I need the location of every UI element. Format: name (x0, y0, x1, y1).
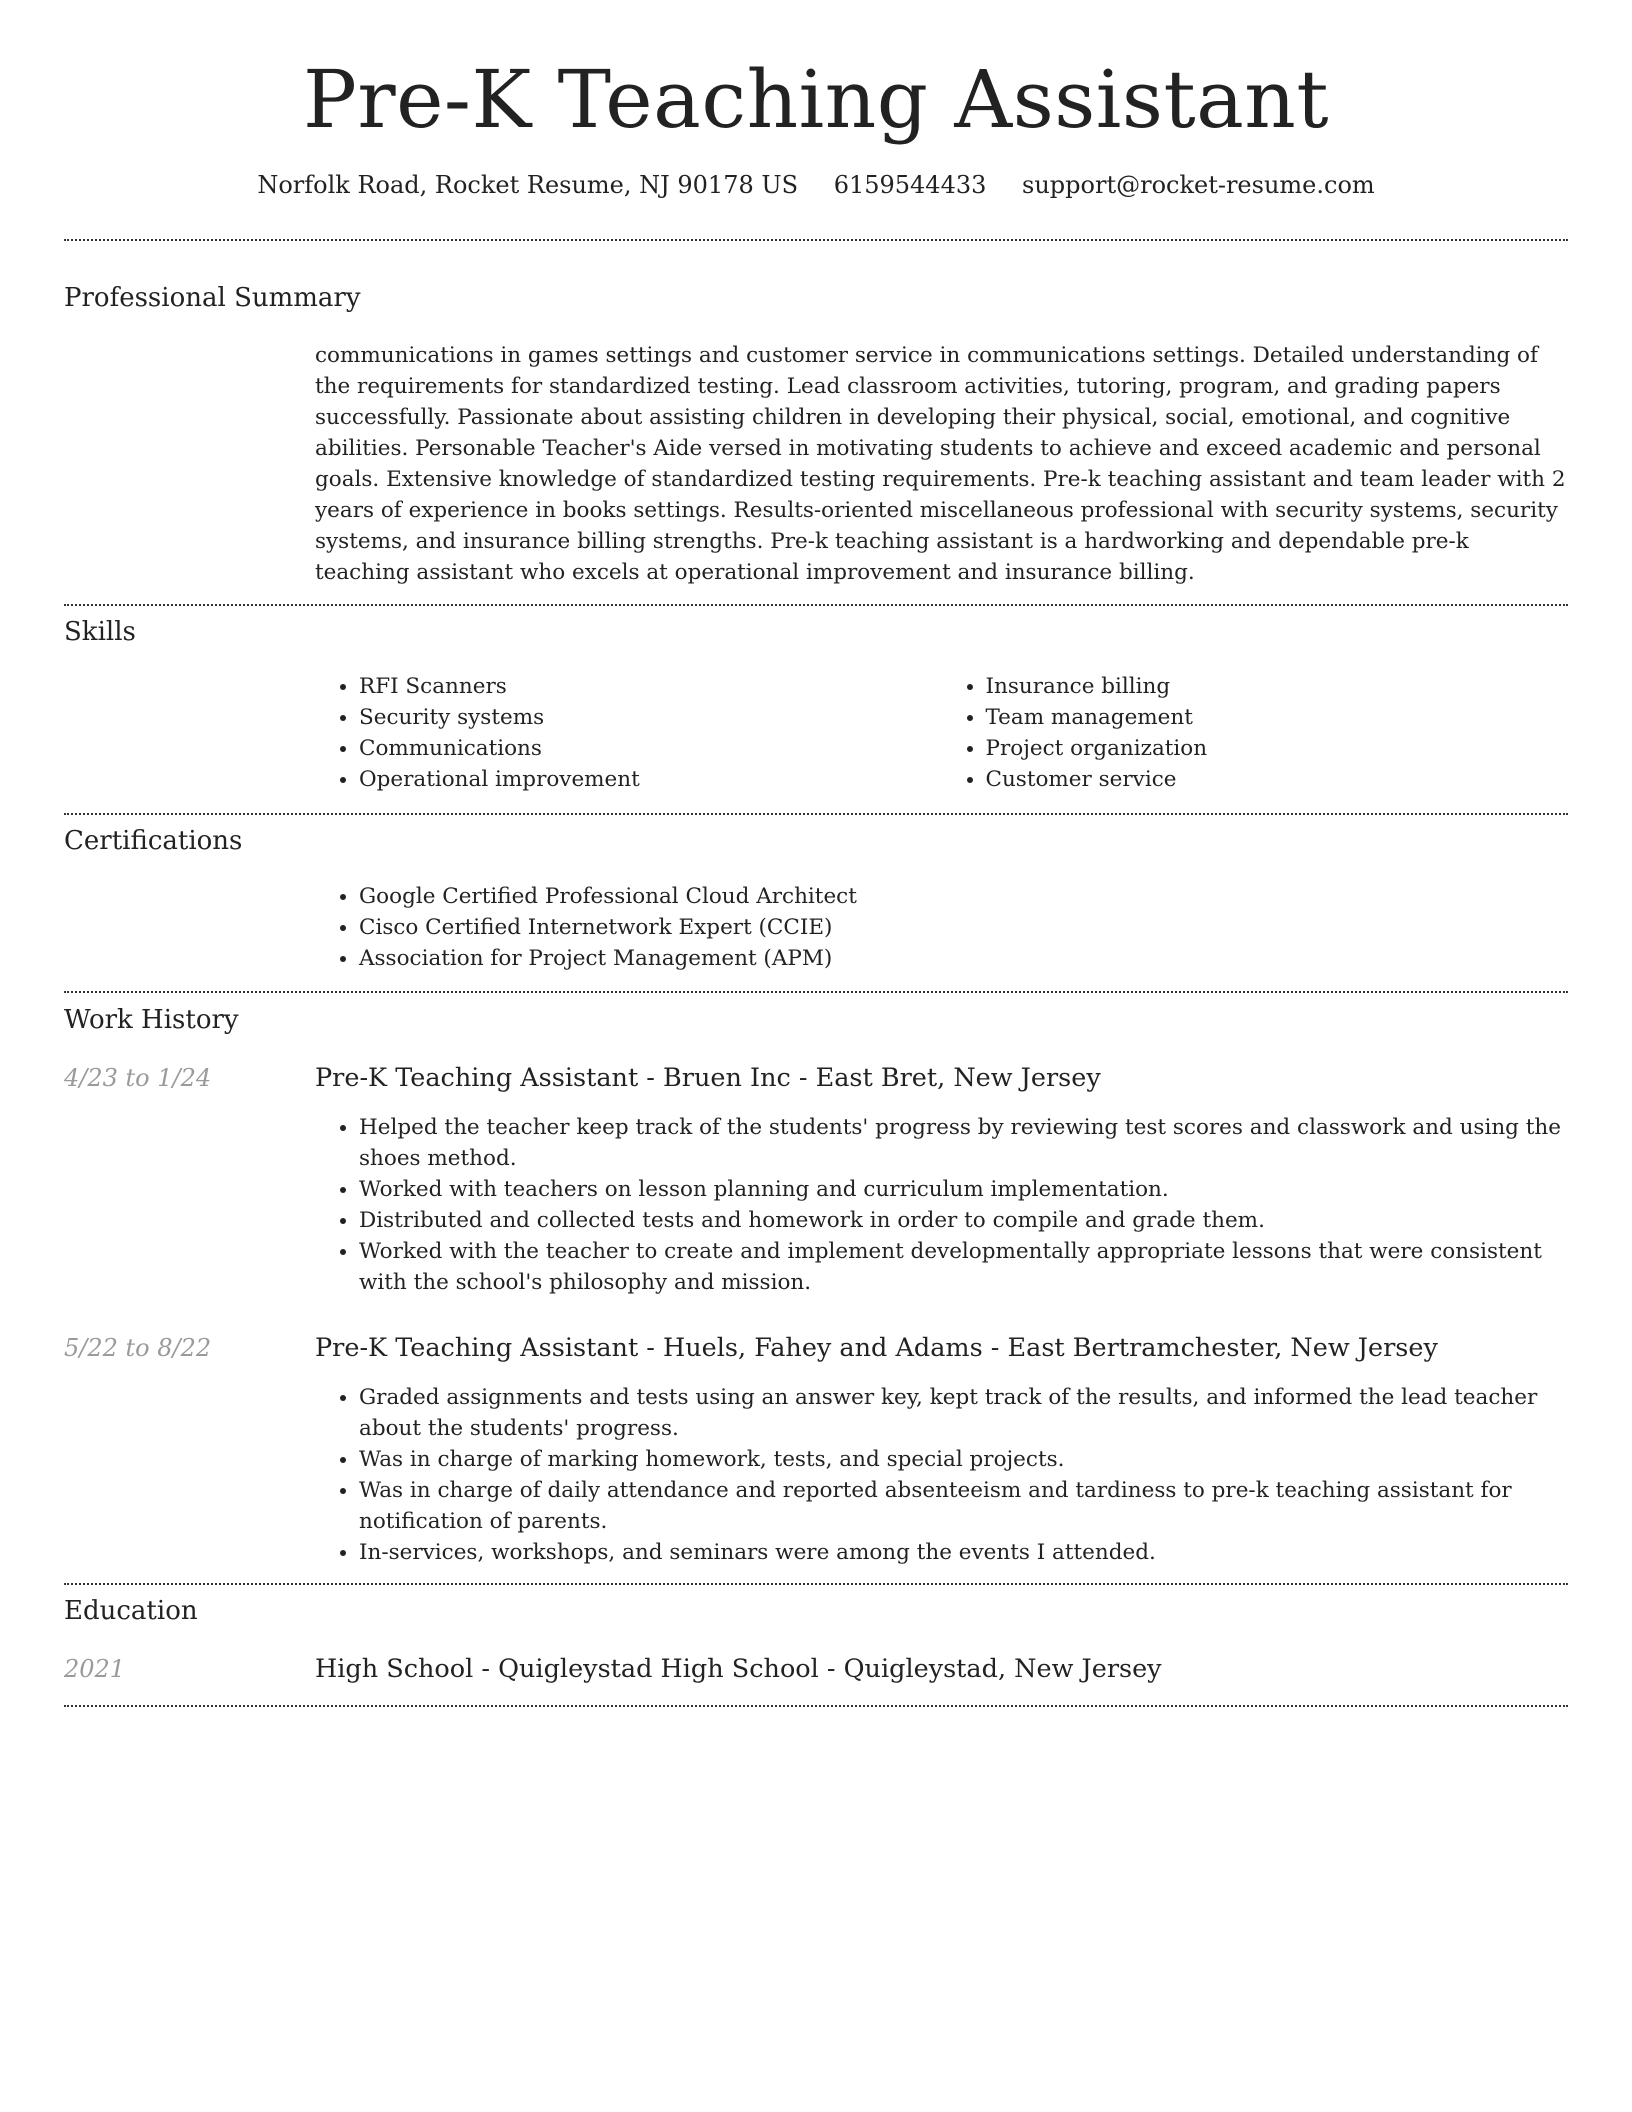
job-bullet: • Helped the teacher keep track of the students' progress by reviewing test scores and classwork and using the shoes method. (359, 1112, 1568, 1174)
skill-item: • RFI Scanners (359, 671, 942, 702)
section-title-education: Education (64, 1596, 198, 1626)
education-year: 2021 (64, 1655, 126, 1683)
certification-item: • Association for Project Management (APM) (359, 943, 1568, 974)
job-bullets (315, 1382, 1568, 1568)
job-bullet: • In-services, workshops, and seminars were among the events I attended. (359, 1537, 1568, 1568)
summary-text: communications in games settings and customer service in communications settings. Detailed understanding of the requirements for standardized testing. Lead classroom activities, tutoring, program, and grading papers successfully. Passionate about assisting children in developing their physical, social, emotional, and cognitive abilities. Personable Teacher's Aide versed in motivating students to achieve and exceed academic and personal goals. Extensive knowledge of standardized testing requirements. Pre-k teaching assistant and team leader with 2 years of experience in books settings. Results-oriented miscellaneous professional with security systems, security systems, and insurance billing strengths. Pre-k teaching assistant is a hardworking and dependable pre-k teaching assistant who excels at operational improvement and insurance billing. (315, 343, 1566, 585)
job-bullets (315, 1112, 1568, 1298)
job-title: Pre-K Teaching Assistant - Bruen Inc - East Bret, New Jersey (315, 1063, 1101, 1093)
skills-list-right (942, 671, 1569, 795)
skill-item: • Communications (359, 733, 942, 764)
job-bullet: • Worked with the teacher to create and implement developmentally appropriate lessons that were consistent with the school's philosophy and mission. (359, 1236, 1568, 1298)
job-bullet: • Worked with teachers on lesson planning and curriculum implementation. (359, 1174, 1568, 1205)
skill-item: • Security systems (359, 702, 942, 733)
skill-item: • Operational improvement (359, 764, 942, 795)
contact-line (0, 168, 1632, 202)
section-divider (64, 604, 1568, 606)
certifications-block (315, 881, 1568, 974)
section-divider (64, 239, 1568, 241)
skill-item: • Team management (986, 702, 1569, 733)
section-title-work: Work History (64, 1005, 239, 1035)
resume-name: Pre-K Teaching Assistant (303, 53, 1329, 146)
skills-block (315, 671, 1568, 795)
contact-address: Norfolk Road, Rocket Resume, NJ 90178 US (257, 171, 799, 199)
job-bullets-block (315, 1112, 1568, 1298)
job-bullet: • Distributed and collected tests and homework in order to compile and grade them. (359, 1205, 1568, 1236)
skills-grid (315, 671, 1568, 795)
job-bullet: • Was in charge of daily attendance and reported absenteeism and tardiness to pre-k teaching assistant for notification of parents. (359, 1475, 1568, 1537)
job-dates: 5/22 to 8/22 (64, 1334, 212, 1362)
section-divider (64, 991, 1568, 993)
skills-list-left (315, 671, 942, 795)
section-divider (64, 1705, 1568, 1707)
skill-item: • Project organization (986, 733, 1569, 764)
job-bullet: • Was in charge of marking homework, tests, and special projects. (359, 1444, 1568, 1475)
summary-block (315, 340, 1568, 588)
contact-email: support@rocket-resume.com (1022, 171, 1375, 199)
section-divider (64, 813, 1568, 815)
section-title-skills: Skills (64, 617, 136, 647)
section-divider (64, 1583, 1568, 1585)
section-title-certifications: Certifications (64, 826, 243, 856)
job-bullet: • Graded assignments and tests using an answer key, kept track of the results, and informed the lead teacher about the students' progress. (359, 1382, 1568, 1444)
section-title-summary: Professional Summary (64, 283, 361, 313)
contact-phone: 6159544433 (833, 171, 987, 199)
certification-item: • Google Certified Professional Cloud Architect (359, 881, 1568, 912)
job-dates: 4/23 to 1/24 (64, 1064, 212, 1092)
certifications-list (315, 881, 1568, 974)
education-title: High School - Quigleystad High School - Quigleystad, New Jersey (315, 1654, 1162, 1684)
job-bullets-block (315, 1382, 1568, 1568)
job-title: Pre-K Teaching Assistant - Huels, Fahey and Adams - East Bertramchester, New Jersey (315, 1333, 1438, 1363)
skill-item: • Customer service (986, 764, 1569, 795)
skill-item: • Insurance billing (986, 671, 1569, 702)
certification-item: • Cisco Certified Internetwork Expert (CCIE) (359, 912, 1568, 943)
